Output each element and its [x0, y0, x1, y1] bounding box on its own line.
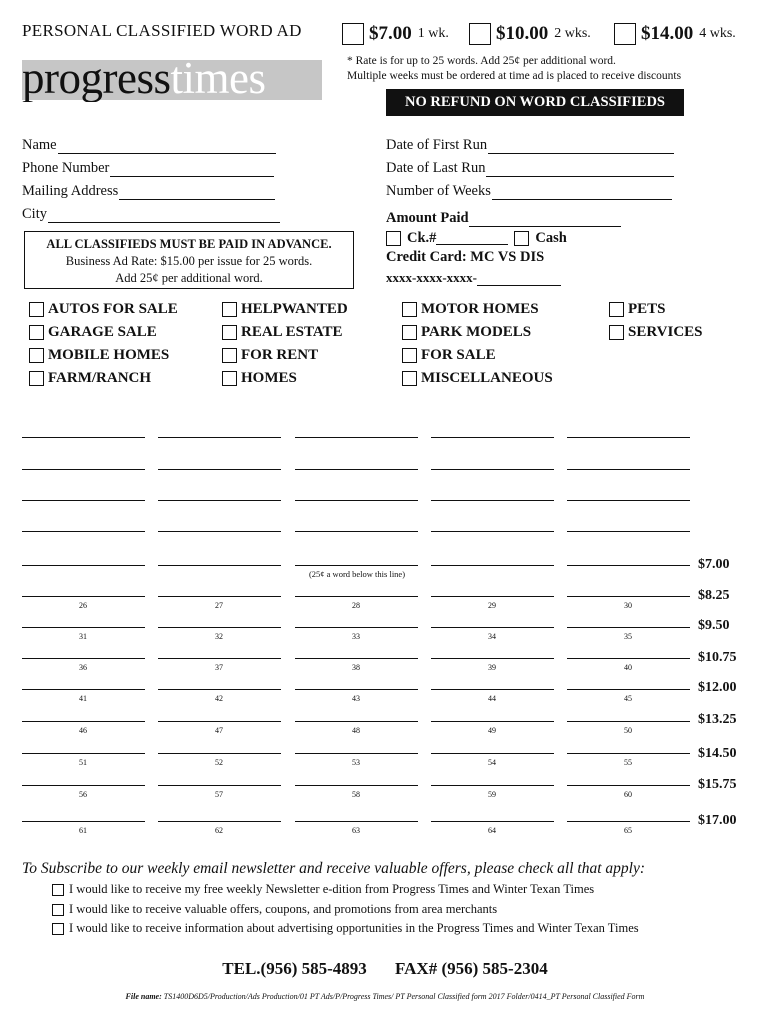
word-line[interactable]: [22, 531, 145, 532]
category-farm-ranch-checkbox[interactable]: [29, 371, 44, 386]
rate-note: * Rate is for up to 25 words. Add 25¢ per additional word.: [347, 55, 616, 67]
refund-banner: NO REFUND ON WORD CLASSIFIEDS: [386, 89, 684, 116]
category-autos-for-sale-label: AUTOS FOR SALE: [48, 300, 178, 317]
word-count-price: $17.00: [698, 813, 737, 828]
category-for-sale-checkbox[interactable]: [402, 348, 417, 363]
policy-line-2: Business Ad Rate: $15.00 per issue for 25 words.: [65, 254, 313, 268]
word-line[interactable]: [567, 469, 690, 470]
word-number: 33: [352, 632, 360, 641]
word-line[interactable]: [431, 785, 554, 786]
word-line[interactable]: [22, 627, 145, 628]
word-line[interactable]: [22, 821, 145, 822]
word-line[interactable]: [295, 753, 418, 754]
word-line[interactable]: [295, 531, 418, 532]
credit-card-label: Credit Card: MC VS DIS: [386, 249, 545, 265]
word-number: 58: [352, 790, 360, 799]
category-for-rent-checkbox[interactable]: [222, 348, 237, 363]
check-number-input-line[interactable]: [436, 232, 508, 245]
word-line[interactable]: [158, 469, 281, 470]
word-line[interactable]: [22, 753, 145, 754]
word-number: 55: [624, 758, 632, 767]
first-run-input-line[interactable]: [488, 139, 674, 154]
word-line[interactable]: [158, 721, 281, 722]
word-line[interactable]: [567, 658, 690, 659]
word-line[interactable]: [567, 437, 690, 438]
city-input-line[interactable]: [48, 208, 280, 223]
price-4wk-duration: 4 wks.: [699, 26, 736, 41]
phone-label: Phone Number: [22, 160, 110, 176]
word-number: 30: [624, 601, 632, 610]
word-line[interactable]: [431, 469, 554, 470]
telephone-number: TEL.(956) 585-4893: [222, 959, 367, 978]
word-count-price: $9.50: [698, 618, 730, 633]
category-for-sale-label: FOR SALE: [421, 346, 496, 363]
check-label: Ck.#: [407, 230, 437, 246]
word-number: 34: [488, 632, 496, 641]
word-line[interactable]: [567, 753, 690, 754]
word-number: 26: [79, 601, 87, 610]
category-garage-sale-checkbox[interactable]: [29, 325, 44, 340]
price-4wk-amount: $14.00: [641, 23, 694, 44]
word-count-price: $13.25: [698, 712, 737, 727]
word-line[interactable]: [431, 627, 554, 628]
amount-paid-label: Amount Paid: [386, 210, 469, 226]
category-pets[interactable]: [609, 299, 666, 319]
price-1wk-checkbox[interactable]: [342, 23, 364, 45]
word-line[interactable]: [431, 821, 554, 822]
category-real-estate[interactable]: [222, 322, 343, 342]
word-line[interactable]: [158, 437, 281, 438]
weeks-label: Number of Weeks: [386, 183, 491, 199]
name-label: Name: [22, 137, 57, 153]
word-number: 41: [79, 694, 87, 703]
word-number: 60: [624, 790, 632, 799]
word-line[interactable]: [295, 500, 418, 501]
word-line[interactable]: [295, 469, 418, 470]
word-number: 57: [215, 790, 223, 799]
last-run-label: Date of Last Run: [386, 160, 486, 176]
price-4wk-checkbox[interactable]: [614, 23, 636, 45]
word-line[interactable]: [295, 721, 418, 722]
extra-word-note: (25¢ a word below this line): [308, 569, 406, 579]
word-line[interactable]: [22, 721, 145, 722]
word-count-price: $7.00: [698, 557, 730, 572]
word-line[interactable]: [22, 437, 145, 438]
logo-word-times: times: [170, 60, 266, 102]
newsletter-option-3-label: I would like to receive information about advertising opportunities in the Progress Times and Winter Texan Times: [69, 921, 639, 935]
newsletter-title: To Subscribe to our weekly email newsletter and receive valuable offers, please check all that apply:: [22, 860, 646, 877]
word-line[interactable]: [567, 785, 690, 786]
category-autos-for-sale[interactable]: [29, 299, 178, 319]
word-line[interactable]: [431, 500, 554, 501]
word-line[interactable]: [22, 596, 145, 597]
word-line[interactable]: [567, 565, 690, 566]
word-line[interactable]: [158, 785, 281, 786]
word-count-price: $12.00: [698, 680, 737, 695]
word-number: 63: [352, 826, 360, 835]
word-number: 50: [624, 726, 632, 735]
check-checkbox[interactable]: [386, 231, 401, 246]
price-option-4wk[interactable]: [614, 21, 736, 47]
word-line[interactable]: [567, 721, 690, 722]
word-line[interactable]: [295, 437, 418, 438]
category-motor-homes-checkbox[interactable]: [402, 302, 417, 317]
category-helpwanted-label: HELPWANTED: [241, 300, 348, 317]
word-line[interactable]: [431, 531, 554, 532]
word-number: 46: [79, 726, 87, 735]
price-2wk-amount: $10.00: [496, 23, 549, 44]
newsletter-option-2-label: I would like to receive valuable offers, coupons, and promotions from area merchants: [69, 902, 498, 916]
word-line[interactable]: [295, 565, 418, 566]
category-park-models-label: PARK MODELS: [421, 323, 532, 340]
word-count-price: $8.25: [698, 588, 730, 603]
word-line[interactable]: [567, 689, 690, 690]
word-number: 59: [488, 790, 496, 799]
category-park-models[interactable]: [402, 322, 531, 342]
word-line[interactable]: [431, 721, 554, 722]
word-number: 56: [79, 790, 87, 799]
word-count-price: $10.75: [698, 650, 737, 665]
price-2wk-checkbox[interactable]: [469, 23, 491, 45]
word-line[interactable]: [22, 565, 145, 566]
word-number: 32: [215, 632, 223, 641]
word-number: 44: [488, 694, 496, 703]
category-motor-homes[interactable]: [402, 299, 539, 319]
word-number: 45: [624, 694, 632, 703]
word-line[interactable]: [567, 596, 690, 597]
word-number: 31: [79, 632, 87, 641]
word-number: 38: [352, 663, 360, 672]
category-for-sale[interactable]: [402, 345, 496, 365]
word-line[interactable]: [22, 500, 145, 501]
category-farm-ranch[interactable]: [29, 368, 151, 388]
category-farm-ranch-label: FARM/RANCH: [48, 369, 152, 386]
word-line[interactable]: [431, 596, 554, 597]
category-services-checkbox[interactable]: [609, 325, 624, 340]
word-number: 61: [79, 826, 87, 835]
word-line[interactable]: [431, 658, 554, 659]
city-label: City: [22, 206, 47, 222]
word-number: 62: [215, 826, 223, 835]
file-path: TS1400D6D5/Production/Ads Production/01 PT Ads/P/Progress Times/ PT Personal Classified form 2017 Folder/0414_PT Personal Classified Form: [163, 992, 645, 1001]
word-number: 65: [624, 826, 632, 835]
word-line[interactable]: [567, 500, 690, 501]
word-line[interactable]: [295, 821, 418, 822]
category-miscellaneous-checkbox[interactable]: [402, 371, 417, 386]
word-line[interactable]: [158, 596, 281, 597]
first-run-label: Date of First Run: [386, 137, 488, 153]
fax-number: FAX# (956) 585-2304: [395, 959, 548, 978]
name-input-line[interactable]: [58, 139, 276, 154]
category-motor-homes-label: MOTOR HOMES: [421, 300, 539, 317]
word-line[interactable]: [431, 689, 554, 690]
word-line[interactable]: [295, 658, 418, 659]
form-title: PERSONAL CLASSIFIED WORD AD: [22, 21, 302, 40]
weeks-input-line[interactable]: [492, 185, 672, 200]
newsletter-option-1-label: I would like to receive my free weekly Newsletter e-dition from Progress Times and Winter Texan Times: [69, 882, 595, 896]
category-mobile-homes[interactable]: [29, 345, 169, 365]
word-number: 35: [624, 632, 632, 641]
word-line[interactable]: [158, 821, 281, 822]
word-line[interactable]: [158, 565, 281, 566]
price-option-1wk[interactable]: [342, 21, 449, 47]
word-number: 43: [352, 694, 360, 703]
word-line[interactable]: [158, 689, 281, 690]
word-number: 28: [352, 601, 360, 610]
amount-paid-input-line[interactable]: [469, 212, 621, 227]
cash-label: Cash: [535, 230, 567, 246]
word-line[interactable]: [567, 627, 690, 628]
word-line[interactable]: [22, 785, 145, 786]
word-number: 27: [215, 601, 223, 610]
category-park-models-checkbox[interactable]: [402, 325, 417, 340]
word-line[interactable]: [158, 500, 281, 501]
category-pets-label: PETS: [628, 300, 666, 317]
address-field[interactable]: [22, 183, 275, 200]
category-real-estate-checkbox[interactable]: [222, 325, 237, 340]
amount-paid-field[interactable]: [386, 210, 621, 227]
last-run-field[interactable]: [386, 160, 674, 177]
word-line[interactable]: [22, 658, 145, 659]
word-line[interactable]: [567, 821, 690, 822]
contact-line: [0, 959, 770, 979]
category-mobile-homes-checkbox[interactable]: [29, 348, 44, 363]
logo-text: [22, 60, 265, 102]
name-field[interactable]: [22, 137, 276, 154]
word-count-price: $14.50: [698, 746, 737, 761]
word-line[interactable]: [431, 437, 554, 438]
progress-times-logo: [22, 60, 322, 102]
category-garage-sale[interactable]: [29, 322, 157, 342]
address-label: Mailing Address: [22, 183, 119, 199]
price-option-2wk[interactable]: [469, 21, 591, 47]
word-number: 54: [488, 758, 496, 767]
newsletter-option-3[interactable]: [52, 921, 639, 936]
category-for-rent[interactable]: [222, 345, 318, 365]
price-2wk-duration: 2 wks.: [554, 26, 591, 41]
price-1wk-amount: $7.00: [369, 23, 412, 44]
category-for-rent-label: FOR RENT: [241, 346, 319, 363]
word-line[interactable]: [295, 627, 418, 628]
newsletter-option-3-checkbox[interactable]: [52, 923, 64, 935]
category-homes-label: HOMES: [241, 369, 297, 386]
word-line[interactable]: [158, 531, 281, 532]
category-services-label: SERVICES: [628, 323, 703, 340]
price-1wk-duration: 1 wk.: [417, 26, 449, 41]
newsletter-option-2[interactable]: [52, 902, 497, 917]
word-number: 47: [215, 726, 223, 735]
word-count-price: $15.75: [698, 777, 737, 792]
word-number: 29: [488, 601, 496, 610]
category-garage-sale-label: GARAGE SALE: [48, 323, 157, 340]
file-name-line: [0, 992, 770, 1001]
category-real-estate-label: REAL ESTATE: [241, 323, 343, 340]
policy-line-3: Add 25¢ per additional word.: [115, 271, 263, 285]
word-line[interactable]: [567, 531, 690, 532]
word-number: 49: [488, 726, 496, 735]
discount-note: Multiple weeks must be ordered at time ad is placed to receive discounts: [347, 70, 682, 82]
address-input-line[interactable]: [119, 185, 275, 200]
word-line[interactable]: [295, 785, 418, 786]
category-miscellaneous[interactable]: [402, 368, 553, 388]
city-field[interactable]: [22, 206, 280, 223]
word-line[interactable]: [22, 469, 145, 470]
word-line[interactable]: [158, 627, 281, 628]
card-number-mask: xxxx-xxxx-xxxx-: [386, 270, 477, 285]
word-number: 39: [488, 663, 496, 672]
category-autos-for-sale-checkbox[interactable]: [29, 302, 44, 317]
card-number-input-line[interactable]: [477, 273, 561, 286]
word-line[interactable]: [431, 565, 554, 566]
category-helpwanted-checkbox[interactable]: [222, 302, 237, 317]
category-homes[interactable]: [222, 368, 297, 388]
phone-input-line[interactable]: [110, 162, 274, 177]
word-number: 53: [352, 758, 360, 767]
word-number: 37: [215, 663, 223, 672]
weeks-field[interactable]: [386, 183, 672, 200]
category-homes-checkbox[interactable]: [222, 371, 237, 386]
category-services[interactable]: [609, 322, 703, 342]
word-line[interactable]: [295, 596, 418, 597]
word-line[interactable]: [158, 658, 281, 659]
logo-word-progress: progress: [22, 60, 171, 102]
category-miscellaneous-label: MISCELLANEOUS: [421, 369, 553, 386]
word-number: 42: [215, 694, 223, 703]
word-number: 48: [352, 726, 360, 735]
last-run-input-line[interactable]: [486, 162, 674, 177]
newsletter-option-1-checkbox[interactable]: [52, 884, 64, 896]
word-number: 40: [624, 663, 632, 672]
word-number: 52: [215, 758, 223, 767]
word-number: 51: [79, 758, 87, 767]
first-run-field[interactable]: [386, 137, 674, 154]
category-pets-checkbox[interactable]: [609, 302, 624, 317]
word-number: 64: [488, 826, 496, 835]
word-line[interactable]: [295, 689, 418, 690]
newsletter-option-2-checkbox[interactable]: [52, 904, 64, 916]
word-line[interactable]: [431, 753, 554, 754]
card-number-field[interactable]: [386, 270, 561, 286]
policy-line-1: ALL CLASSIFIEDS MUST BE PAID IN ADVANCE.: [46, 237, 332, 251]
category-mobile-homes-label: MOBILE HOMES: [48, 346, 170, 363]
newsletter-option-1[interactable]: [52, 882, 594, 897]
word-number: 36: [79, 663, 87, 672]
payment-method-row: [386, 230, 567, 247]
phone-field[interactable]: [22, 160, 274, 177]
payment-policy-box: [24, 231, 354, 289]
cash-checkbox[interactable]: [514, 231, 529, 246]
word-line[interactable]: [158, 753, 281, 754]
file-name-label: File name:: [125, 992, 162, 1001]
word-line[interactable]: [22, 689, 145, 690]
category-helpwanted[interactable]: [222, 299, 348, 319]
